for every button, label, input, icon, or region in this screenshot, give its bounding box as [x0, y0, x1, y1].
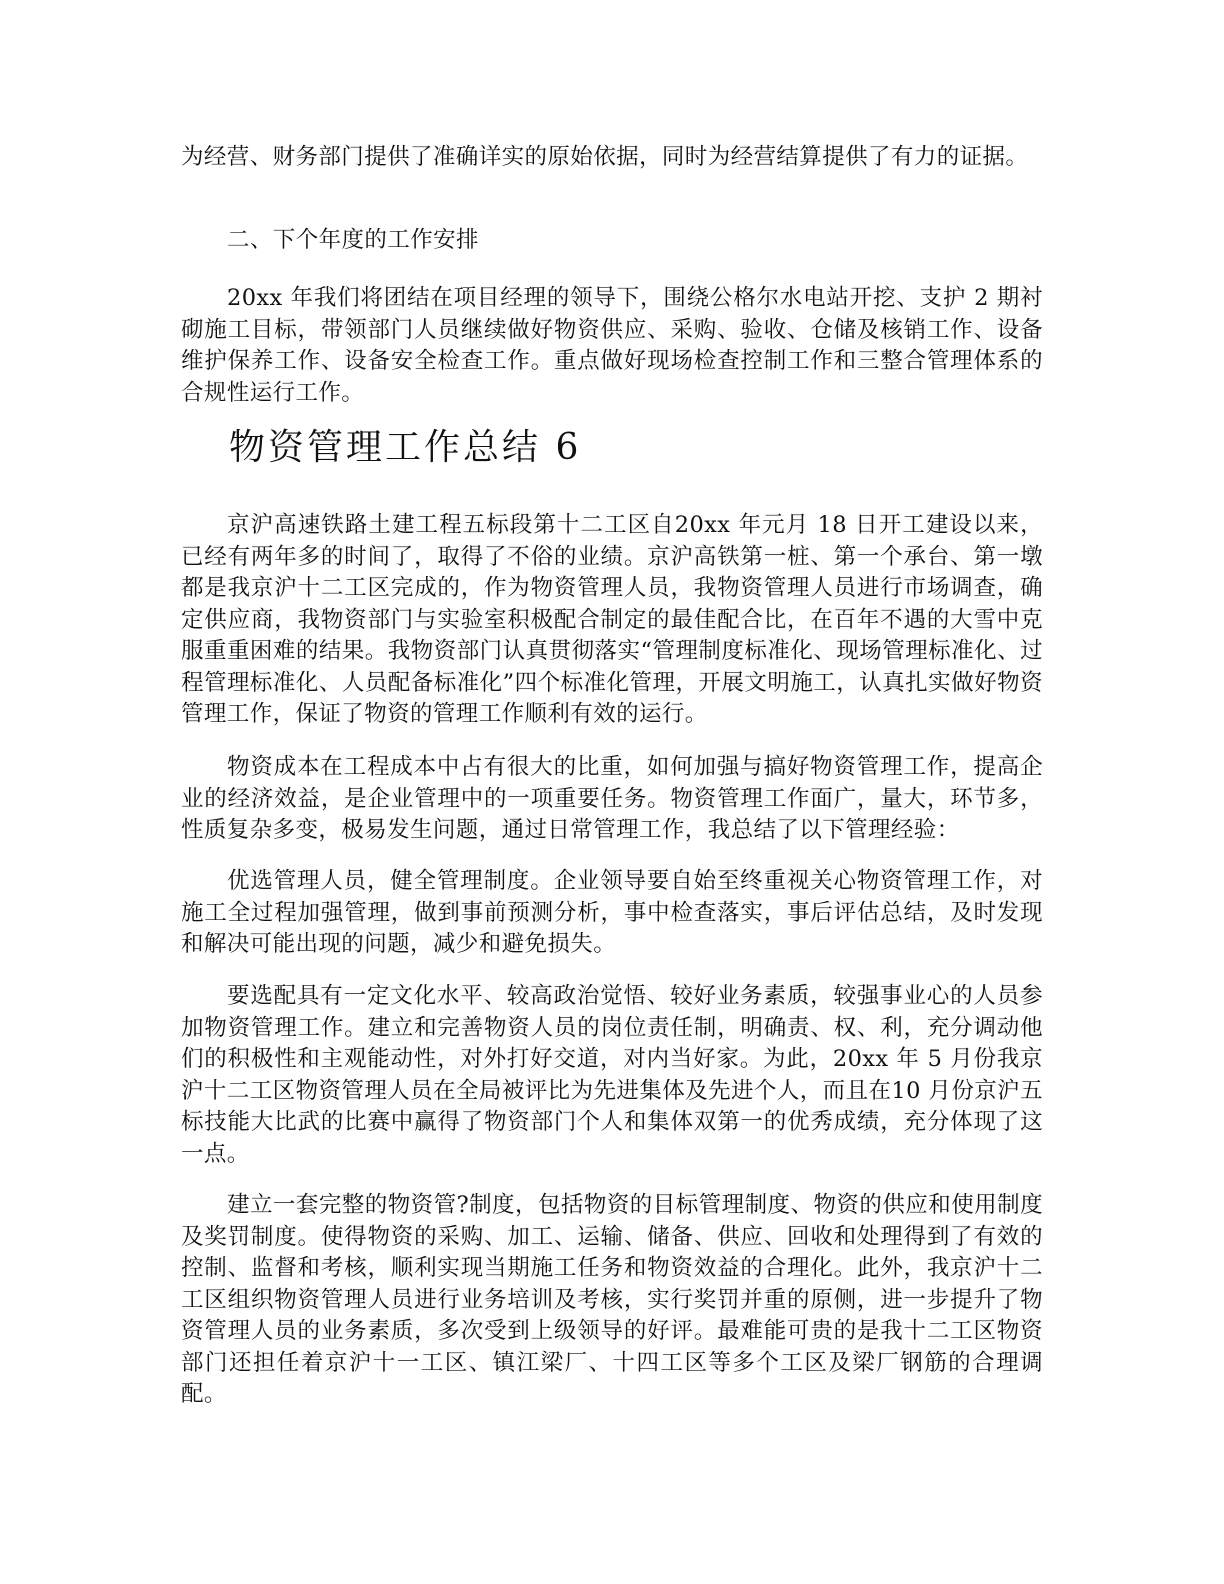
- paragraph-project-overview: 京沪高速铁路土建工程五标段第十二工区自20xx 年元月 18 日开工建设以来，已经有两年多的时间了，取得了不俗的业绩。京沪高铁第一桩、第一个承台、第一墩都是我京沪十二工区完成的，作为物资管理人员，我物资管理人员进行市场调查，确定供应商，我物资部门与实验室积极配合制定的最佳配合比，在百年不遇的大雪中克服重重困难的结果。我物资部门认真贯彻落实“管理制度标准化、现场管理标准化、过程管理标准化、人员配备标准化”四个标准化管理，开展文明施工，认真扎实做好物资管理工作，保证了物资的管理工作顺利有效的运行。: [181, 512, 1043, 727]
- section-heading-next-year-plan: 二、下个年度的工作安排: [227, 227, 479, 253]
- page-title: 物资管理工作总结 6: [229, 427, 582, 468]
- paragraph-next-year-work: 20xx 年我们将团结在项目经理的领导下，围绕公格尔水电站开挖、支护 2 期衬砌施工目标，带领部门人员继续做好物资供应、采购、验收、仓储及核销工作、设备维护保养工作、设备安全检查工作。重点做好现场检查控制工作和三整合管理体系的合规性运行工作。: [181, 285, 1043, 406]
- paragraph-accounting-basis: 为经营、财务部门提供了准确详实的原始依据，同时为经营结算提供了有力的证据。: [181, 144, 1029, 170]
- paragraph-select-staff: 优选管理人员，健全管理制度。企业领导要自始至终重视关心物资管理工作，对施工全过程加强管理，做到事前预测分析，事中检查落实，事后评估总结，及时发现和解决可能出现的问题，减少和避免损失。: [181, 868, 1043, 957]
- paragraph-staff-requirements: 要选配具有一定文化水平、较高政治觉悟、较好业务素质，较强事业心的人员参加物资管理工作。建立和完善物资人员的岗位责任制，明确责、权、利，充分调动他们的积极性和主观能动性，对外打好交道，对内当好家。为此，20xx 年 5 月份我京沪十二工区物资管理人员在全局被评比为先进集体及先进个人，而且在10 月份京沪五标技能大比武的比赛中赢得了物资部门个人和集体双第一的优秀成绩，充分体现了这一点。: [181, 983, 1043, 1167]
- paragraph-management-system: 建立一套完整的物资管?制度，包括物资的目标管理制度、物资的供应和使用制度及奖罚制度。使得物资的采购、加工、运输、储备、供应、回收和处理得到了有效的控制、监督和考核，顺利实现当期施工任务和物资效益的合理化。此外，我京沪十二工区组织物资管理人员进行业务培训及考核，实行奖罚并重的原侧，进一步提升了物资管理人员的业务素质，多次受到上级领导的好评。最难能可贵的是我十二工区物资部门还担任着京沪十一工区、镇江梁厂、十四工区等多个工区及梁厂钢筋的合理调配。: [181, 1192, 1043, 1407]
- paragraph-material-cost: 物资成本在工程成本中占有很大的比重，如何加强与搞好物资管理工作，提高企业的经济效益，是企业管理中的一项重要任务。物资管理工作面广，量大，环节多，性质复杂多变，极易发生问题，通过日常管理工作，我总结了以下管理经验：: [181, 754, 1043, 843]
